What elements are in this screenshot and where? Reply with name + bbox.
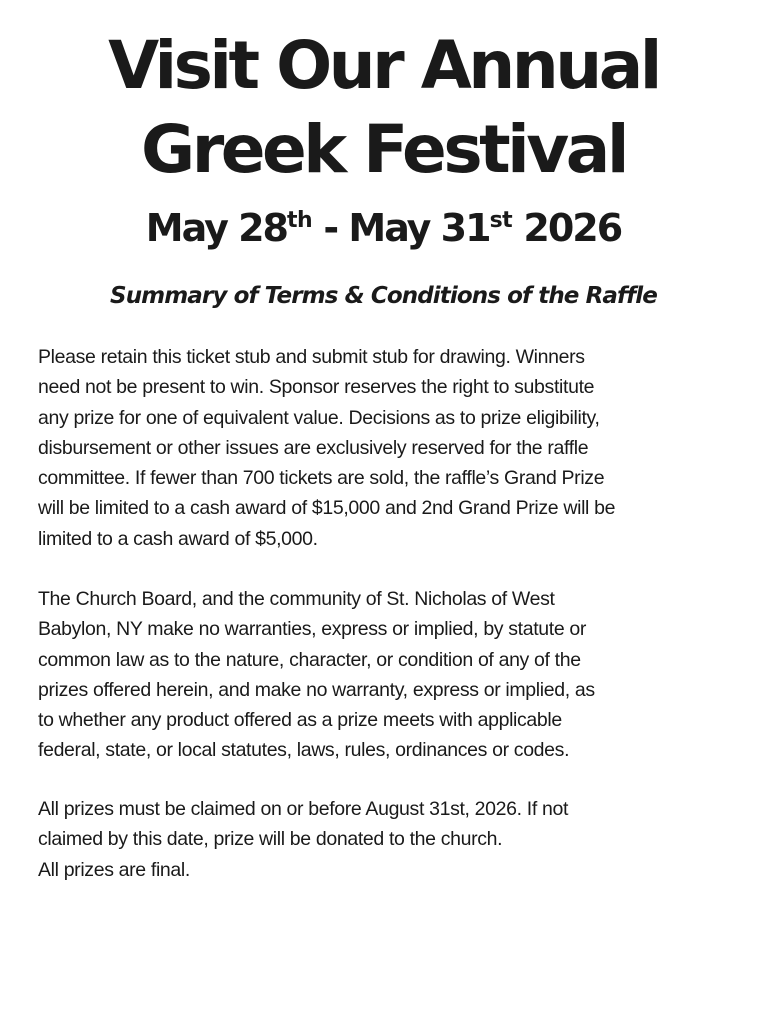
paragraph-line: disbursement or other issues are exclusively reserved for the raffle xyxy=(38,436,589,459)
paragraph-line: to whether any product offered as a prize meets with applicable xyxy=(38,709,562,732)
page-title-line-2: Greek Festival xyxy=(141,111,626,188)
terms-subtitle: Summary of Terms & Conditions of the Raffle xyxy=(110,283,657,309)
paragraph-line: prizes offered herein, and make no warranty, express or implied, as xyxy=(38,678,595,701)
terms-paragraph-claims xyxy=(38,794,738,885)
end-date: May 31 xyxy=(348,206,490,250)
paragraph-line: need not be present to win. Sponsor reserves the right to substitute xyxy=(38,376,595,399)
paragraph-line: All prizes are final. xyxy=(38,858,190,881)
paragraph-line: any prize for one of equivalent value. Decisions as to prize eligibility, xyxy=(38,406,600,429)
paragraph-line: Please retain this ticket stub and submit stub for drawing. Winners xyxy=(38,346,585,368)
date-separator: - xyxy=(312,206,349,250)
paragraph-line: will be limited to a cash award of $15,000 and 2nd Grand Prize will be xyxy=(38,497,616,520)
terms-paragraph-drawing xyxy=(38,342,738,554)
festival-year: 2026 xyxy=(512,206,622,250)
paragraph-line: committee. If fewer than 700 tickets are sold, the raffle’s Grand Prize xyxy=(38,467,605,490)
paragraph-line: federal, state, or local statutes, laws, rules, ordinances or codes. xyxy=(38,739,570,762)
paragraph-line: All prizes must be claimed on or before August 31st, 2026. If not xyxy=(38,798,569,820)
paragraph-line: The Church Board, and the community of St. Nicholas of West xyxy=(38,588,555,610)
start-date-suffix: th xyxy=(286,208,313,233)
end-date-suffix: st xyxy=(489,208,513,233)
page-title-line-1: Visit Our Annual xyxy=(108,27,659,104)
paragraph-line: common law as to the nature, character, or condition of any of the xyxy=(38,648,581,671)
paragraph-line: limited to a cash award of $5,000. xyxy=(38,527,318,550)
festival-dates xyxy=(0,200,767,263)
paragraph-line: claimed by this date, prize will be donated to the church. xyxy=(38,828,503,851)
terms-paragraph-warranty xyxy=(38,584,738,766)
start-date: May 28 xyxy=(145,206,287,250)
paragraph-line: Babylon, NY make no warranties, express or implied, by statute or xyxy=(38,618,587,641)
